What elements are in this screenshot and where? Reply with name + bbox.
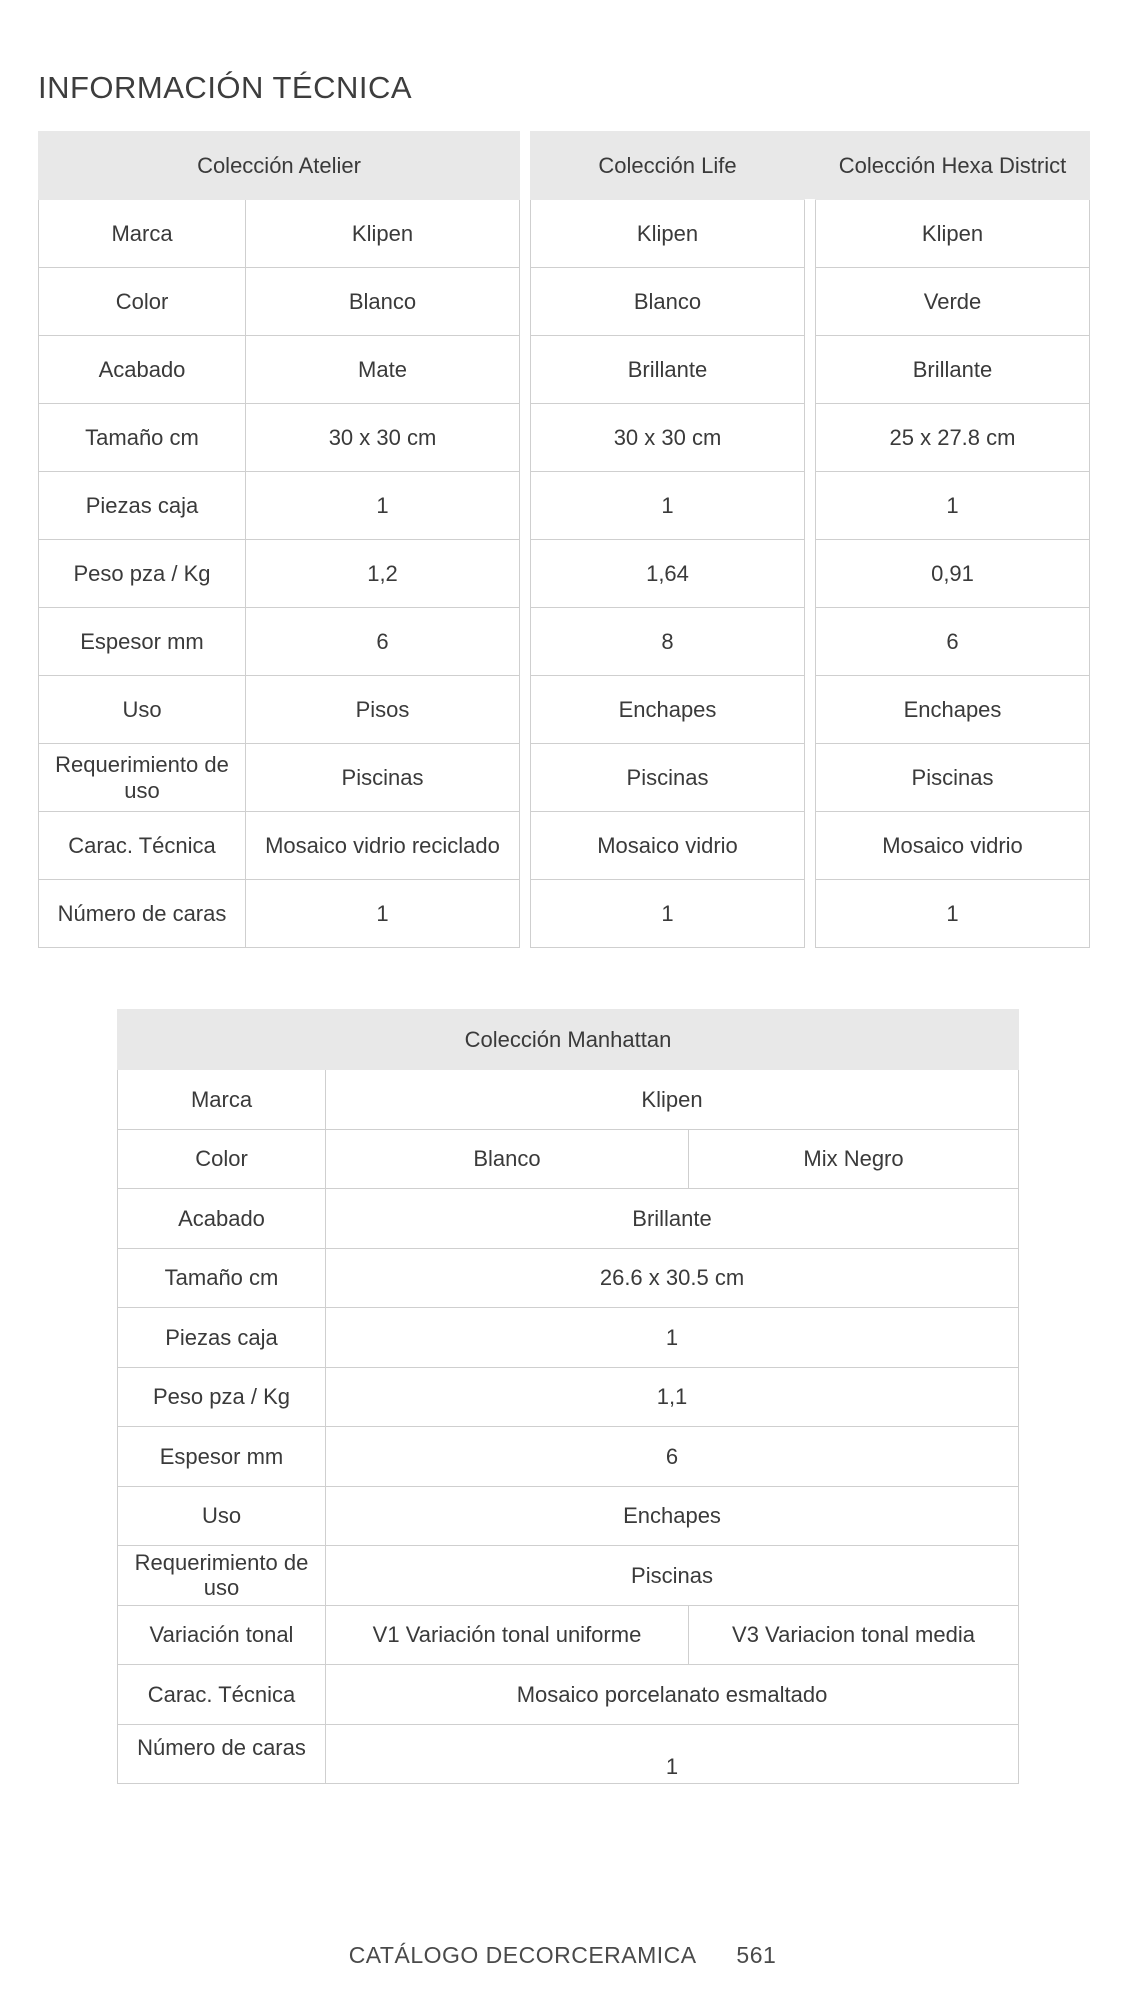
manhattan-variacion-a: V1 Variación tonal uniforme (326, 1605, 689, 1665)
manhattan-color-b: Mix Negro (689, 1129, 1019, 1189)
row-label: Carac. Técnica (39, 812, 246, 880)
atelier-value: 1 (246, 472, 520, 540)
row-label: Variación tonal (118, 1605, 326, 1665)
life-value: 8 (531, 608, 805, 676)
hexa-table (815, 131, 1090, 948)
atelier-value: Blanco (246, 268, 520, 336)
atelier-value: Mosaico vidrio reciclado (246, 812, 520, 880)
life-value: Blanco (531, 268, 805, 336)
atelier-table (38, 131, 520, 948)
row-label: Piezas caja (118, 1308, 326, 1368)
atelier-value: Klipen (246, 200, 520, 268)
row-label: Espesor mm (39, 608, 246, 676)
life-value: Brillante (531, 336, 805, 404)
row-label: Color (118, 1129, 326, 1189)
manhattan-tamano: 26.6 x 30.5 cm (326, 1248, 1019, 1308)
atelier-value: 1 (246, 880, 520, 948)
row-label: Uso (118, 1486, 326, 1546)
page-footer (0, 1942, 1125, 1969)
row-label: Tamaño cm (39, 404, 246, 472)
manhattan-espesor: 6 (326, 1427, 1019, 1487)
manhattan-color-a: Blanco (326, 1129, 689, 1189)
manhattan-carac: Mosaico porcelanato esmaltado (326, 1665, 1019, 1725)
hexa-value: Piscinas (816, 744, 1090, 812)
row-label: Espesor mm (118, 1427, 326, 1487)
life-value: Piscinas (531, 744, 805, 812)
life-value: 1 (531, 880, 805, 948)
hexa-value: 25 x 27.8 cm (816, 404, 1090, 472)
row-label: Marca (39, 200, 246, 268)
hexa-value: Verde (816, 268, 1090, 336)
hexa-value: Brillante (816, 336, 1090, 404)
atelier-header: Colección Atelier (39, 132, 520, 200)
life-value: Klipen (531, 200, 805, 268)
atelier-value: Pisos (246, 676, 520, 744)
row-label: Número de caras (118, 1724, 326, 1784)
atelier-value: 1,2 (246, 540, 520, 608)
hexa-header: Colección Hexa District (816, 132, 1090, 200)
manhattan-acabado: Brillante (326, 1189, 1019, 1249)
hexa-value: 1 (816, 880, 1090, 948)
row-label: Piezas caja (39, 472, 246, 540)
row-label: Peso pza / Kg (118, 1367, 326, 1427)
row-label: Requerimiento de uso (118, 1546, 326, 1606)
manhattan-header: Colección Manhattan (118, 1010, 1019, 1070)
row-label: Acabado (118, 1189, 326, 1249)
manhattan-piezas: 1 (326, 1308, 1019, 1368)
life-value: 30 x 30 cm (531, 404, 805, 472)
page-title: INFORMACIÓN TÉCNICA (38, 70, 413, 105)
hexa-value: Mosaico vidrio (816, 812, 1090, 880)
row-label: Peso pza / Kg (39, 540, 246, 608)
catalog-name: CATÁLOGO DECORCERAMICA (348, 1942, 697, 1968)
hexa-value: 1 (816, 472, 1090, 540)
row-label: Número de caras (39, 880, 246, 948)
manhattan-marca: Klipen (326, 1070, 1019, 1130)
life-table (530, 131, 805, 948)
atelier-value: 30 x 30 cm (246, 404, 520, 472)
atelier-value: Piscinas (246, 744, 520, 812)
life-value: Enchapes (531, 676, 805, 744)
life-value: Mosaico vidrio (531, 812, 805, 880)
page-number: 561 (736, 1942, 777, 1968)
manhattan-uso: Enchapes (326, 1486, 1019, 1546)
row-label: Acabado (39, 336, 246, 404)
row-label: Marca (118, 1070, 326, 1130)
manhattan-table (117, 1009, 1019, 1784)
hexa-value: Enchapes (816, 676, 1090, 744)
manhattan-requerimiento: Piscinas (326, 1546, 1019, 1606)
manhattan-variacion-b: V3 Variacion tonal media (689, 1605, 1019, 1665)
row-label: Carac. Técnica (118, 1665, 326, 1725)
manhattan-peso: 1,1 (326, 1367, 1019, 1427)
manhattan-caras: 1 (326, 1724, 1019, 1784)
row-label: Tamaño cm (118, 1248, 326, 1308)
row-label: Requerimiento de uso (39, 744, 246, 812)
row-label: Uso (39, 676, 246, 744)
atelier-value: 6 (246, 608, 520, 676)
life-value: 1 (531, 472, 805, 540)
atelier-value: Mate (246, 336, 520, 404)
row-label: Color (39, 268, 246, 336)
hexa-value: 0,91 (816, 540, 1090, 608)
hexa-value: Klipen (816, 200, 1090, 268)
hexa-value: 6 (816, 608, 1090, 676)
life-header: Colección Life (531, 132, 805, 200)
life-value: 1,64 (531, 540, 805, 608)
